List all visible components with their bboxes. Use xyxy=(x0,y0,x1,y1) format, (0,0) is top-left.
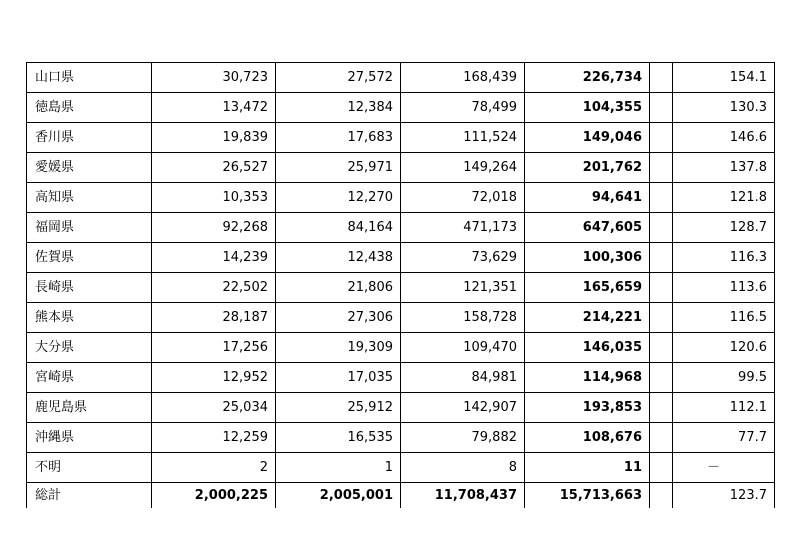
cell-ratio: 128.7 xyxy=(672,213,775,242)
cell-total: 104,355 xyxy=(524,93,649,122)
cell-value-2: 25,912 xyxy=(275,393,400,422)
column-gap xyxy=(649,453,672,482)
cell-total: 100,306 xyxy=(524,243,649,272)
column-gap xyxy=(649,483,672,508)
cell-total: 214,221 xyxy=(524,303,649,332)
cell-ratio: 154.1 xyxy=(672,63,775,92)
cell-value-2: 27,306 xyxy=(275,303,400,332)
table-row-grand-total xyxy=(26,482,775,508)
cell-total: 647,605 xyxy=(524,213,649,242)
cell-ratio: － xyxy=(672,453,775,482)
cell-value-1: 25,034 xyxy=(151,393,275,422)
cell-value-1: 14,239 xyxy=(151,243,275,272)
cell-value-2: 12,384 xyxy=(275,93,400,122)
row-label: 総計 xyxy=(26,483,151,508)
cell-value-3: 168,439 xyxy=(400,63,524,92)
cell-value-1: 28,187 xyxy=(151,303,275,332)
column-gap xyxy=(649,273,672,302)
cell-ratio: 121.8 xyxy=(672,183,775,212)
cell-ratio: 120.6 xyxy=(672,333,775,362)
cell-value-3: 121,351 xyxy=(400,273,524,302)
cell-total: 11 xyxy=(524,453,649,482)
cell-total: 201,762 xyxy=(524,153,649,182)
column-gap xyxy=(649,363,672,392)
cell-value-2: 16,535 xyxy=(275,423,400,452)
table-row xyxy=(26,392,775,422)
table-body xyxy=(26,62,775,482)
column-gap xyxy=(649,213,672,242)
row-label: 熊本県 xyxy=(26,303,151,332)
cell-total: 193,853 xyxy=(524,393,649,422)
cell-value-2: 2,005,001 xyxy=(275,483,400,508)
cell-value-1: 22,502 xyxy=(151,273,275,302)
cell-value-3: 78,499 xyxy=(400,93,524,122)
cell-value-1: 12,259 xyxy=(151,423,275,452)
cell-value-1: 17,256 xyxy=(151,333,275,362)
cell-value-3: 111,524 xyxy=(400,123,524,152)
column-gap xyxy=(649,153,672,182)
cell-ratio: 130.3 xyxy=(672,93,775,122)
cell-value-2: 1 xyxy=(275,453,400,482)
cell-value-2: 12,270 xyxy=(275,183,400,212)
cell-value-1: 2 xyxy=(151,453,275,482)
table-row xyxy=(26,272,775,302)
row-label: 不明 xyxy=(26,453,151,482)
table-row xyxy=(26,242,775,272)
column-gap xyxy=(649,93,672,122)
cell-ratio: 99.5 xyxy=(672,363,775,392)
table-row xyxy=(26,92,775,122)
column-gap xyxy=(649,123,672,152)
cell-ratio: 146.6 xyxy=(672,123,775,152)
column-gap xyxy=(649,333,672,362)
cell-value-3: 471,173 xyxy=(400,213,524,242)
cell-value-2: 19,309 xyxy=(275,333,400,362)
cell-value-3: 149,264 xyxy=(400,153,524,182)
cell-value-2: 25,971 xyxy=(275,153,400,182)
data-table xyxy=(26,62,775,508)
cell-value-1: 10,353 xyxy=(151,183,275,212)
cell-total: 149,046 xyxy=(524,123,649,152)
cell-ratio: 116.5 xyxy=(672,303,775,332)
table-row xyxy=(26,212,775,242)
cell-ratio: 77.7 xyxy=(672,423,775,452)
column-gap xyxy=(649,423,672,452)
cell-value-1: 12,952 xyxy=(151,363,275,392)
row-label: 鹿児島県 xyxy=(26,393,151,422)
cell-ratio: 123.7 xyxy=(672,483,775,508)
cell-total: 15,713,663 xyxy=(524,483,649,508)
row-label: 香川県 xyxy=(26,123,151,152)
cell-value-3: 142,907 xyxy=(400,393,524,422)
cell-total: 94,641 xyxy=(524,183,649,212)
cell-total: 108,676 xyxy=(524,423,649,452)
cell-ratio: 116.3 xyxy=(672,243,775,272)
cell-total: 114,968 xyxy=(524,363,649,392)
cell-value-2: 17,035 xyxy=(275,363,400,392)
column-gap xyxy=(649,183,672,212)
row-label: 大分県 xyxy=(26,333,151,362)
table-row xyxy=(26,362,775,392)
cell-value-2: 21,806 xyxy=(275,273,400,302)
cell-value-3: 8 xyxy=(400,453,524,482)
table-row xyxy=(26,182,775,212)
cell-ratio: 137.8 xyxy=(672,153,775,182)
cell-value-1: 19,839 xyxy=(151,123,275,152)
cell-value-3: 84,981 xyxy=(400,363,524,392)
table-row xyxy=(26,152,775,182)
cell-value-3: 109,470 xyxy=(400,333,524,362)
table-row xyxy=(26,452,775,482)
cell-value-2: 12,438 xyxy=(275,243,400,272)
cell-value-3: 158,728 xyxy=(400,303,524,332)
table-row xyxy=(26,122,775,152)
cell-value-1: 92,268 xyxy=(151,213,275,242)
row-label: 愛媛県 xyxy=(26,153,151,182)
cell-total: 146,035 xyxy=(524,333,649,362)
table-row xyxy=(26,422,775,452)
cell-value-1: 13,472 xyxy=(151,93,275,122)
row-label: 沖縄県 xyxy=(26,423,151,452)
column-gap xyxy=(649,393,672,422)
cell-total: 226,734 xyxy=(524,63,649,92)
cell-value-1: 26,527 xyxy=(151,153,275,182)
row-label: 山口県 xyxy=(26,63,151,92)
table-row xyxy=(26,302,775,332)
cell-value-2: 27,572 xyxy=(275,63,400,92)
cell-value-3: 72,018 xyxy=(400,183,524,212)
cell-value-1: 2,000,225 xyxy=(151,483,275,508)
column-gap xyxy=(649,63,672,92)
row-label: 長崎県 xyxy=(26,273,151,302)
column-gap xyxy=(649,303,672,332)
cell-value-2: 84,164 xyxy=(275,213,400,242)
cell-value-3: 73,629 xyxy=(400,243,524,272)
column-gap xyxy=(649,243,672,272)
table-row xyxy=(26,332,775,362)
cell-value-3: 11,708,437 xyxy=(400,483,524,508)
cell-value-3: 79,882 xyxy=(400,423,524,452)
row-label: 徳島県 xyxy=(26,93,151,122)
cell-total: 165,659 xyxy=(524,273,649,302)
row-label: 佐賀県 xyxy=(26,243,151,272)
row-label: 福岡県 xyxy=(26,213,151,242)
cell-ratio: 112.1 xyxy=(672,393,775,422)
cell-ratio: 113.6 xyxy=(672,273,775,302)
cell-value-1: 30,723 xyxy=(151,63,275,92)
row-label: 高知県 xyxy=(26,183,151,212)
cell-value-2: 17,683 xyxy=(275,123,400,152)
table-row xyxy=(26,62,775,92)
row-label: 宮崎県 xyxy=(26,363,151,392)
